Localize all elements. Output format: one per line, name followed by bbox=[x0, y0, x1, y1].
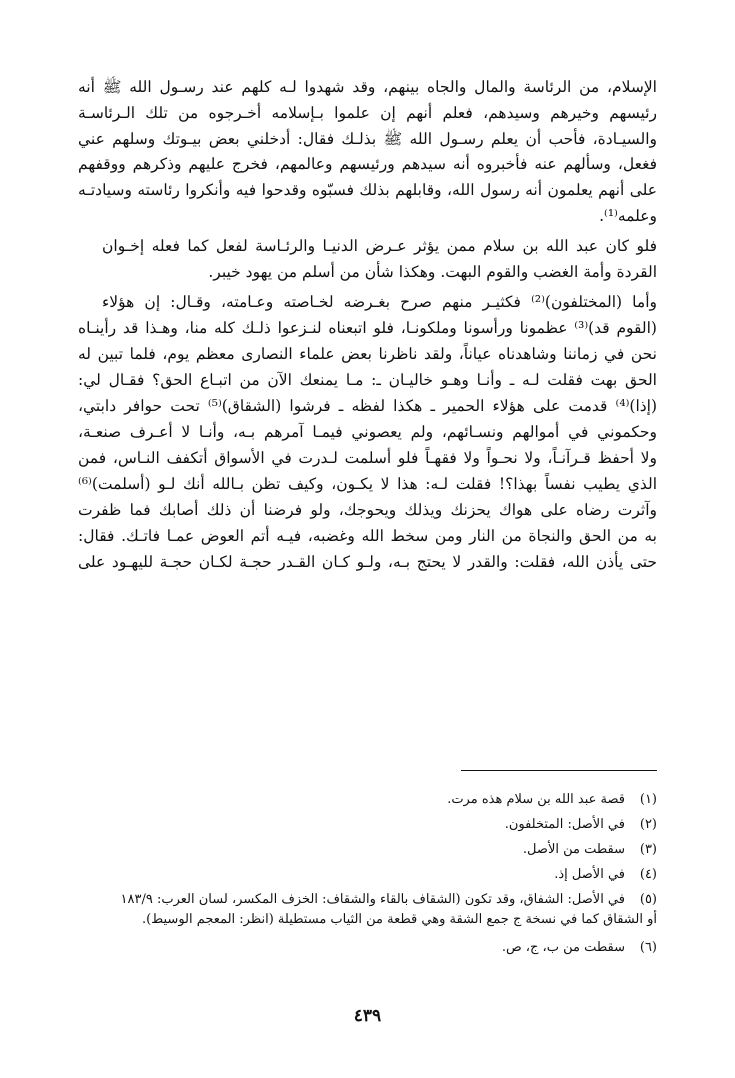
body-line: فلو كان عبد الله بن سلام ممن يؤثر عـرض الدنيـا والرئـاسة لفعل كما فعله إخـوان bbox=[102, 237, 657, 255]
body-line: (إذا)⁽⁴⁾ قدمت على هؤلاء الحمير ـ هكذا لفظه ـ فرشوا (الشقاق)⁽⁵⁾ تحت حوافر دابتي، bbox=[78, 397, 657, 415]
footnote-text: في الأصل إذ. bbox=[554, 867, 625, 882]
footnote bbox=[78, 790, 657, 810]
body-line: وأما (المختلفون)⁽²⁾ فكثيـر منهم صرح بغـرضه لخـاصته وعـامته، وقـال: إن هؤلاء bbox=[102, 293, 657, 311]
footnote-text: سقطت من ب، ج، ص. bbox=[501, 940, 625, 955]
body-line: فغعل، وسألهم عنه فأخبروه أنه سيدهم ورئيسهم وعالمهم، فخرج عليهم وذكرهم ووقفهم bbox=[78, 155, 657, 173]
body-line: (القوم قد)⁽³⁾ عظمونا ورأسونا وملكونـا، فلو اتبعناه لنـزعوا ذلـك كله منا، وهـذا قد رأينـاه bbox=[78, 319, 657, 337]
body-line: القردة وأمة الغضب والقوم البهت. وهكذا شأن من أسلم من يهود خيبر. bbox=[208, 263, 657, 281]
footnote-separator bbox=[461, 770, 657, 771]
footnote bbox=[78, 890, 657, 910]
page-number: ٤٣٩ bbox=[353, 1006, 382, 1026]
body-line: والسيـادة، فأحب أن يعلم رسـول الله ﷺ بذلـك فقال: أدخلني بعض بيـوتك وسلهم عني bbox=[78, 130, 657, 148]
body-line: وعلمه⁽¹⁾. bbox=[599, 207, 657, 225]
body-line: رئيسهم وخيرهم وسيدهم، فعلم أنهم إن علموا بـإسلامه أخـرجوه من تلك الـرئاسـة bbox=[78, 104, 657, 122]
footnote-number: (٢) bbox=[639, 817, 657, 832]
footnote-text: قصة عبد الله بن سلام هذه مرت. bbox=[447, 792, 625, 807]
footnote-text: في الأصل: الشفاق، وقد تكون (الشقاف بالقاء والشقاف: الخزف المكسر، لسان العرب: ١٨٣/٩ bbox=[120, 892, 625, 907]
footnote-number: (٤) bbox=[639, 867, 657, 882]
body-line: الإسلام، من الرئاسة والمال والجاه بينهم، وقد شهدوا لـه كلهم عند رسـول الله ﷺ أنه bbox=[78, 78, 657, 96]
body-line: حتى يأذن الله، فقلت: والقدر لا يحتج بـه، ولـو كـان القـدر حجـة لكـان حجـة لليهـود على bbox=[78, 553, 657, 571]
footnote-number: (٦) bbox=[639, 940, 657, 955]
footnote bbox=[78, 938, 657, 958]
body-line: وآثرت رضاه على هواك يحزنك ويذلك ويحوجك، ولو فرضنا أن ذلك أصابك فما ظفرت bbox=[78, 501, 657, 519]
footnote-continuation: أو الشقاق كما في نسخة ج جمع الشقة وهي قطعة من الثياب مستطيلة (انظر: المعجم الوسيط). bbox=[141, 912, 657, 927]
footnote-number: (٣) bbox=[639, 842, 657, 857]
body-line: ولا أحفظ قـرآنـاً، ولا نحـواً ولا فقهـاً فلو أسلمت لـدرت في الأسواق أتكفف النـاس، فمن bbox=[78, 449, 657, 467]
footnote-text: سقطت من الأصل. bbox=[522, 842, 625, 857]
footnote-number: (٥) bbox=[639, 892, 657, 907]
footnote bbox=[78, 865, 657, 885]
footnote bbox=[78, 840, 657, 860]
footnote-text: في الأصل: المتخلفون. bbox=[504, 817, 625, 832]
footnote-number: (١) bbox=[639, 792, 657, 807]
body-line: على أنهم يعلمون أنه رسول الله، وقابلهم بذلك فسبّوه وقدحوا فيه وأنكروا رئاسته وسيادتـه bbox=[78, 181, 657, 199]
body-line: الحق بهت فقلت لـه ـ وأنـا وهـو خاليـان ـ: مـا يمنعك الآن من اتبـاع الحق؟ فقـال لي: bbox=[78, 371, 657, 389]
body-line: نحن في زماننا وشاهدناه عياناً، ولقد ناظرنا بعض علماء النصارى معظم يوم، فلما تبين له bbox=[78, 345, 657, 363]
footnote bbox=[78, 815, 657, 835]
body-line: الذي يطيب نفساً بهذا؟! فقلت لـه: هذا لا يكـون، وكيف تظن بـالله أنك لـو (أسلمت)⁽⁶⁾ bbox=[78, 475, 657, 493]
body-line: وحكموني في أموالهم ونسـائهم، ولم يعصوني فيمـا آمرهم بـه، وأنـا لا أعـرف صنعـة، bbox=[78, 423, 657, 441]
body-line: به من الحق والنجاة من النار ومن سخط الله وغضبه، فيـه أتم العوض عمـا فاتـك. فقال: bbox=[78, 527, 657, 545]
